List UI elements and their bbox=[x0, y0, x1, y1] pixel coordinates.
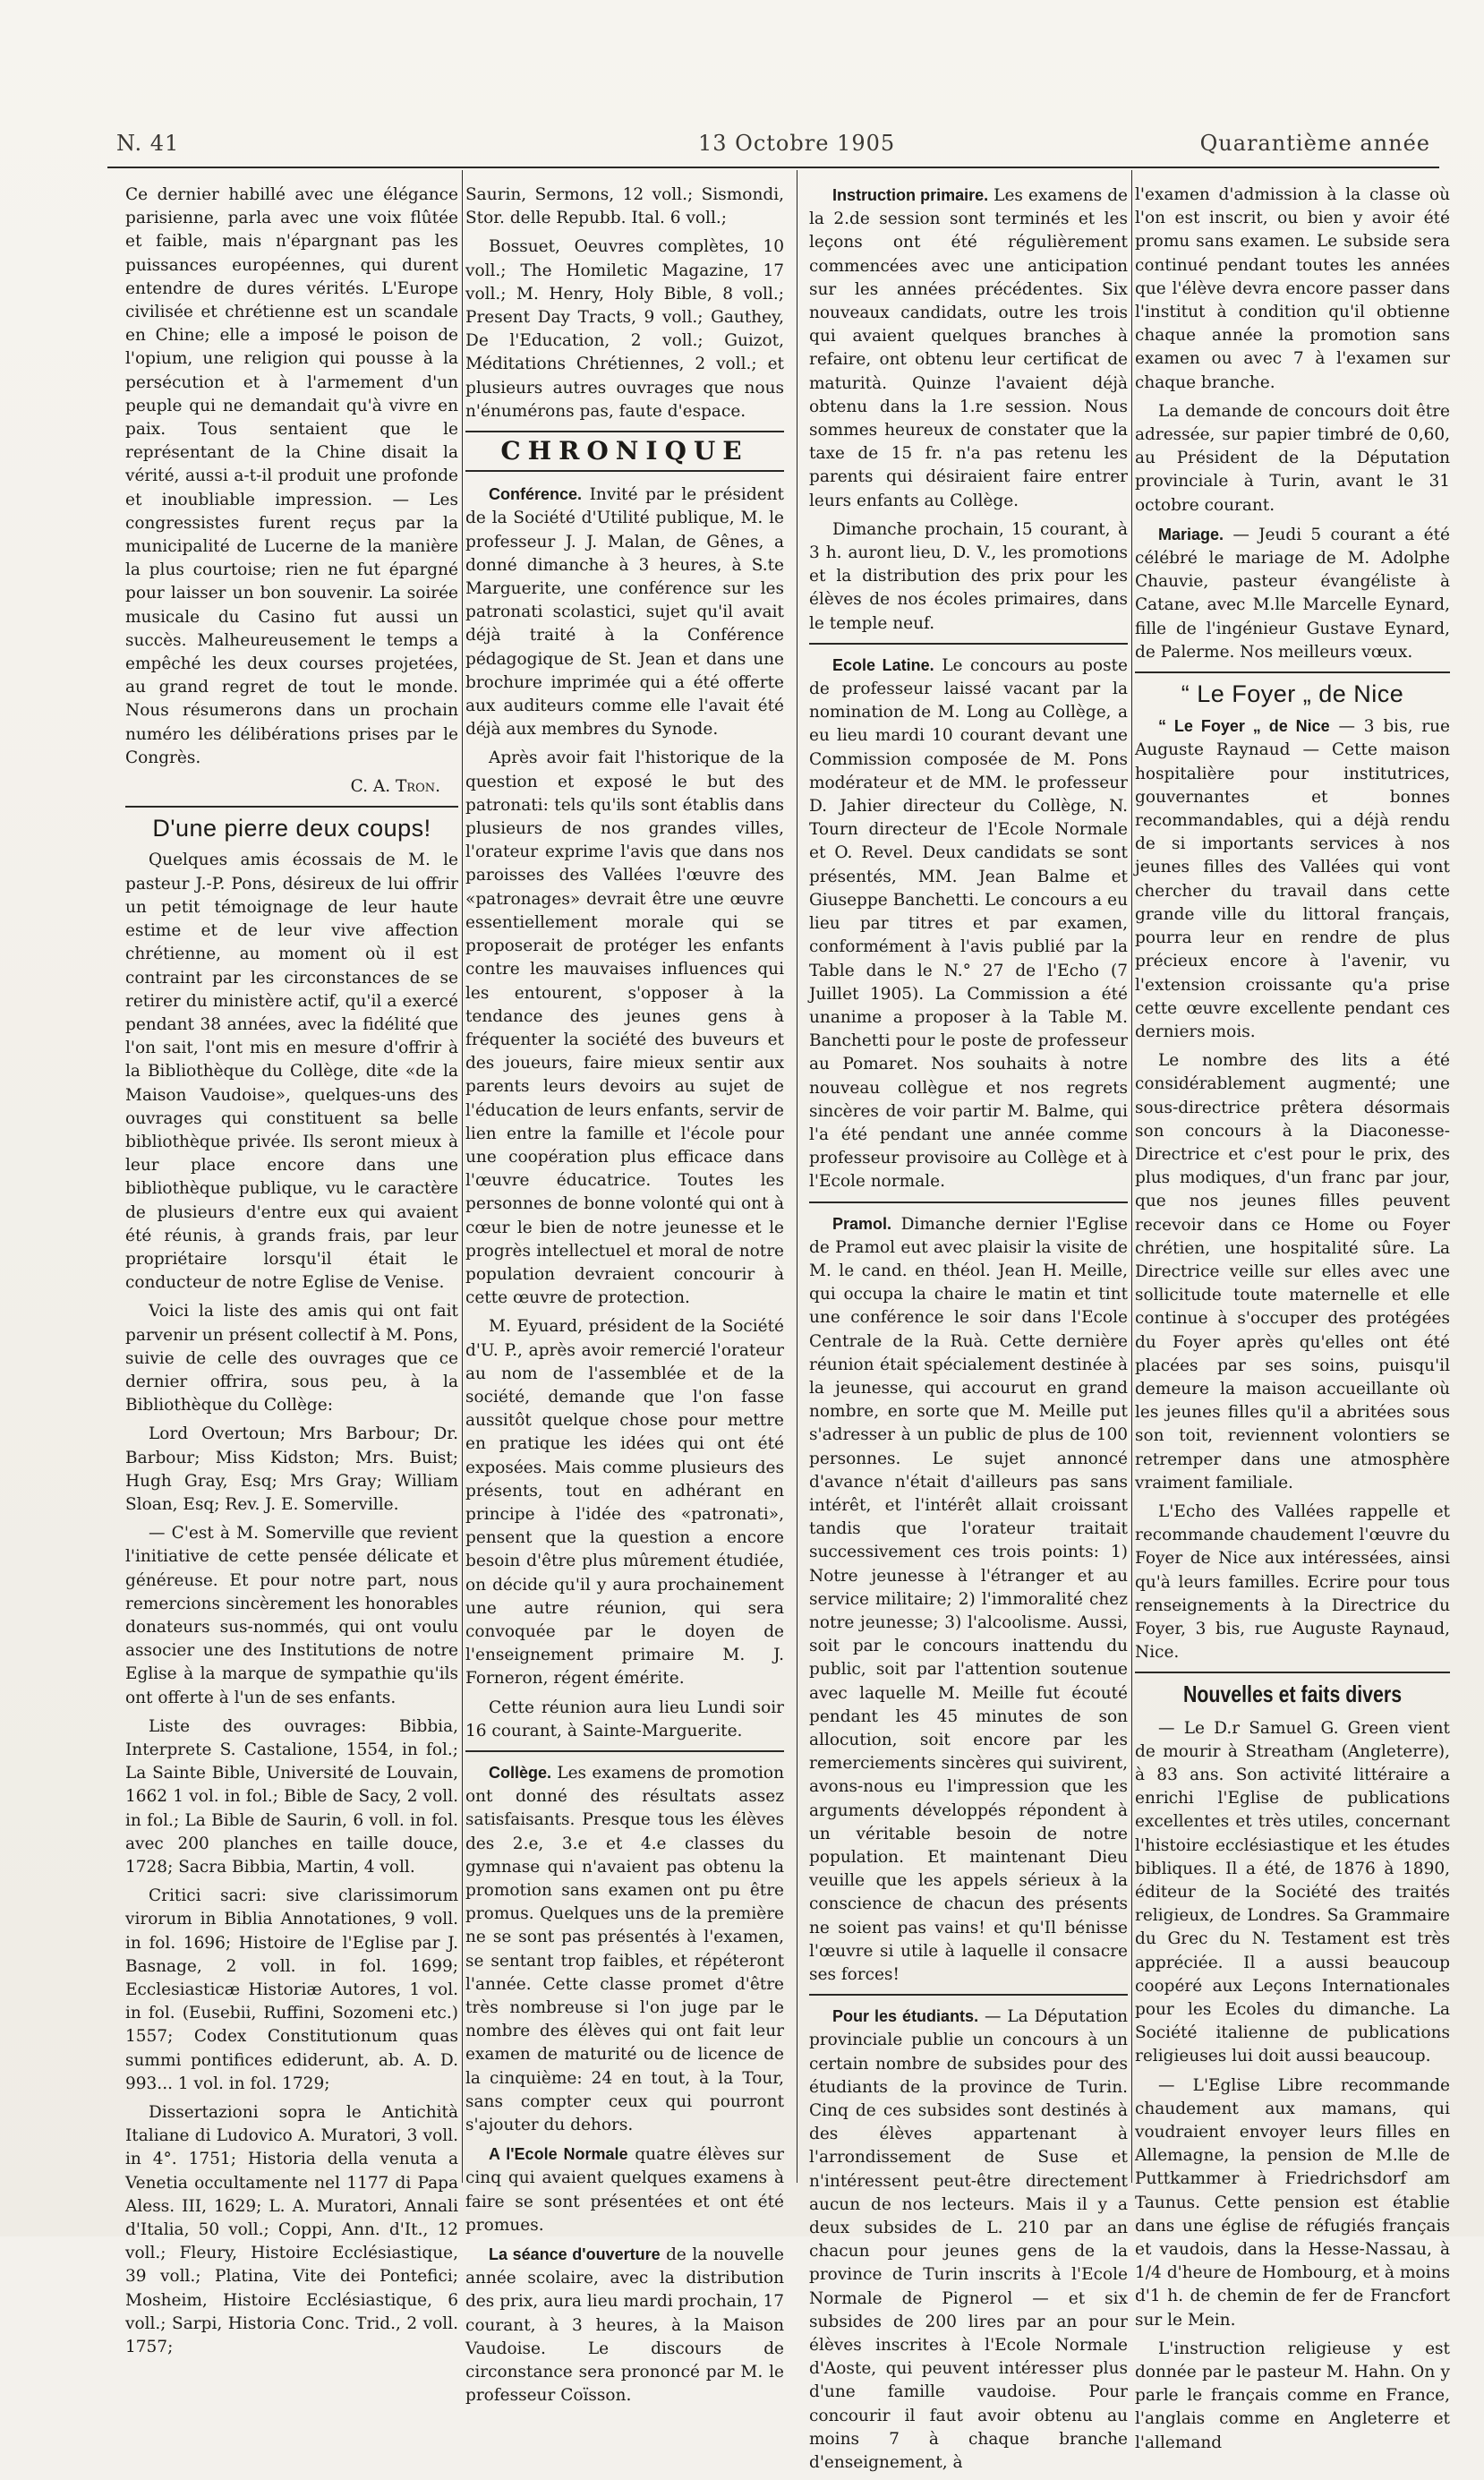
separator bbox=[125, 806, 458, 808]
paragraph: Les examens de promotion ont donné des résultats assez satisfaisants. Presque tous les élèves des 2.e, 3.e et 4.e classes du gymnase qui n'avaient pas obtenu la promotion sans examen ont pu être promus. Quelques uns de la première ne se sont pas présentés à l'examen, se sentant trop faibles, et répéteront l'année. Cette classe promet d'être très nombreuse si l'on juge par le nombre des élèves qui ont fait leur examen de maturité ou de licence de la cinquième: 24 en tout, à la Tour, sans compter ceux qui pourront s'ajouter du dehors. bbox=[465, 1764, 784, 2135]
paragraph: Invité par le président de la Société d'Utilité publique, M. le professeur J. J. Malan, de Gênes, a donné dimanche à 3 heures, à S.te Marguerite, une conférence sur les patronati scolastici, sujet qu'il avait déjà traité à la Conférence pédagogique de St. Jean et dans une brochure imprimée qui a été offerte aux auditeurs comme elle l'avait été déjà aux membres du Synode. bbox=[465, 485, 784, 740]
page-header bbox=[107, 125, 1430, 161]
item-heading: Instruction primaire. bbox=[832, 186, 989, 204]
paragraph: Le concours au poste de professeur laissé vacant par la nomination de M. Long au Collège, a eu lieu mardi 10 courant devant une Commission composée de M. Pons modérateur et de MM. le professeur D. Jahier directeur du Collège, N. Tourn directeur de l'Ecole Normale et O. Revel. Deux candidats se sont présentés, MM. Jean Balme et Giuseppe Banchetti. Le concours a eu lieu par titres et par examen, conformément à l'avis publié par la Table dans le N.° 27 de l'Echo (7 Juillet 1905). La Commission a été unanime a proposer à la Table M. Banchetti pour le poste de professeur au Pomaret. Nos souhaits à notre nouveau collègue et nos regrets sincères de voir partir M. Balme, qui l'a été pendant une année comme professeur provisoire au Collège et à l'Ecole normale. bbox=[809, 655, 1128, 1192]
paragraph: L'instruction religieuse y est donnée par le pasteur M. Hahn. On y parle le français comme en France, l'anglais comme en Angleterre et l'allemand bbox=[1135, 2339, 1450, 2452]
paragraph: — 3 bis, rue Auguste Raynaud — Cette maison hospitalière pour institutrices, gouvernantes et bonnes recommandables, qui a déjà rendu de si importants services à nos jeunes filles des Vallées qui vont chercher du travail dans cette grande ville du littoral français, pourra leur en rendre de plus précieux encore à l'avenir, vu l'extension croissante qu'a prise cette œuvre excellente pendant ces derniers mois. bbox=[1135, 717, 1450, 1041]
item-heading: Collège. bbox=[489, 1764, 552, 1782]
signature: C. A. Tron. bbox=[350, 777, 440, 797]
column-1 bbox=[125, 184, 458, 2365]
article-title: D'une pierre deux coups! bbox=[152, 815, 431, 842]
issue-date: 13 Octobre 1905 bbox=[698, 131, 896, 156]
section-title-nouvelles: Nouvelles et faits divers bbox=[1182, 1680, 1403, 1708]
item-heading: Pour les étudiants. bbox=[832, 2007, 979, 2026]
separator bbox=[809, 1202, 1128, 1203]
article-title: “ Le Foyer „ de Nice bbox=[1181, 680, 1404, 708]
paragraph: Dissertazioni sopra le Antichità Italiane di Ludovico A. Muratori, 3 voll. in 4°. 1751; Historia della venuta a Venetia occultamente nel 1177 di Papa Aless. III, 1629; L. A. Muratori, Annali d'Italia, 50 voll.; Coppi, Ann. d'It., 12 voll.; Fleury, Histoire Ecclésiastique, 39 voll.; Platina, Vite dei Pontefici; Mosheim, Histoire Ecclésiastique, 6 voll.; Sarpi, Historia Conc. Trid., 2 voll. 1757; bbox=[125, 2103, 458, 2357]
separator bbox=[465, 1750, 784, 1752]
paragraph: Quelques amis écossais de M. le pasteur J.-P. Pons, désireux de lui offrir un petit témoignage de leur haute estime et de leur vive affection chrétienne, au moment où il est contraint par les circonstances de se retirer du ministère actif, qu'il a exercé pendant 38 années, avec la fidélité que l'on sait, l'ont mis en mesure d'offrir à la Bibliothèque du Collège, dite «de la Maison Vaudoise», quelques-uns des ouvrages qui constituent sa belle bibliothèque privée. Ils seront mieux à leur place encore dans une bibliothèque publique, vu le caractère de plusieurs d'entre eux qui avaient été réunis, à grands frais, par leur propriétaire lorsqu'il était le conducteur de notre Eglise de Venise. bbox=[125, 851, 458, 1293]
item-heading: Mariage. bbox=[1158, 525, 1224, 543]
paragraph: — Jeudi 5 courant a été célébré le mariage de M. Adolphe Chauvie, pasteur évangéliste à Catane, avec M.lle Marcelle Eynard, fille de l'ingénieur Gustave Eynard, de Palerme. Nos meilleurs vœux. bbox=[1135, 525, 1450, 662]
paragraph: quatre élèves sur cinq qui avaient quelques examens à faire se sont présentées et ont été promues. bbox=[465, 2145, 784, 2235]
column-3 bbox=[809, 184, 1128, 2480]
column-2 bbox=[465, 184, 784, 2413]
separator bbox=[809, 1994, 1128, 1996]
paragraph: — L'Eglise Libre recommande chaudement aux mamans, qui voudraient envoyer leurs filles en Allemagne, la pension de M.lle de Puttkammer à Friedrichsdorf am Taunus. Cette pension est établie dans une église de réfugiés français et vaudois, dans la Hesse-Nassau, à 1/4 d'heure de Hombourg, et à moins d'1 h. de chemin de fer de Francfort sur le Mein. bbox=[1135, 2075, 1450, 2330]
paragraph: Après avoir fait l'historique de la question et exposé le but des patronati: tels qu'ils sont établis dans plusieurs de nos grandes villes, l'orateur exprime l'avis que dans nos paroisses des Vallées l'œuvre des «patronages» devrait être une œuvre essentiellement morale qui se proposerait de protéger les enfants contre les mauvaises influences qui les entourent, s'opposer à la tendance des jeunes gens à fréquenter la société des buveurs et des joueurs, faire mieux sentir aux parents leurs devoirs au sujet de l'éducation de leurs enfants, servir de lien entre la famille et l'école pour une coopération plus efficace dans l'œuvre éducatrice. Toutes les personnes de bonne volonté qui ont à cœur le bien de notre jeunesse et le progrès intellectuel et moral de notre population devraient concourir à cette œuvre de protection. bbox=[465, 748, 784, 1308]
item-heading: Ecole Latine. bbox=[832, 655, 934, 674]
paragraph: Les examens de la 2.de session sont terminés et les leçons ont été régulièrement commencées avec une anticipation sur les années précédentes. Six nouveaux candidats, outre les trois qui avaient quelques branches à refaire, ont obtenu leur certificat de maturità. Quinze l'avaient déjà obtenu dans la 1.re session. Nous sommes heureux de constater que la taxe de 15 fr. n'a pas retenu les parents qui désiraient faire entrer leurs enfants au Collège. bbox=[809, 186, 1128, 510]
volume-note: Quarantième année bbox=[1199, 131, 1430, 156]
paragraph: La demande de concours doit être adressée, sur papier timbré de 0,60, au Président de la Députation provinciale à Turin, avant le 31 octobre courant. bbox=[1135, 401, 1450, 515]
paragraph: — La Députation provinciale publie un concours à un certain nombre de subsides pour des étudiants de la province de Turin. Cinq de ces subsides sont destinés à des élèves appartenant à l'arrondissement de Suse et n'intéressent peut-être directement aucun de nos lecteurs. Mais il y a deux subsides de L. 210 par an chacun pour jeunes gens de la province de Turin inscrits à l'Ecole Normale de Pignerol — et six subsides de 200 lires par an pour élèves inscrites à l'Ecole Normale d'Aoste, qui peuvent intéresser plus d'une famille vaudoise. Pour concourir il faut avoir obtenu au moins 7 à chaque branche d'enseignement, à bbox=[809, 2007, 1128, 2473]
paragraph: Saurin, Sermons, 12 voll.; Sismondi, Stor. delle Repubb. Ital. 6 voll.; bbox=[465, 185, 784, 228]
item-heading: A l'Ecole Normale bbox=[489, 2145, 628, 2164]
paragraph: M. Eyuard, président de la Société d'U. P., après avoir remercié l'orateur au nom de l'assemblée et de la société, demande que l'on fasse aussitôt quelque chose pour mettre en pratique les idées qui ont été exposées. Mais comme plusieurs des présents, tout en adhérant en principe à l'idée des «patronati», pensent que la question a encore besoin d'être plus mûrement étudiée, on décide qu'il y aura prochainement une autre réunion, qui sera convoquée par le doyen de l'enseignement primaire M. J. Forneron, régent émérite. bbox=[465, 1317, 784, 1689]
paragraph: Dimanche prochain, 15 courant, à 3 h. auront lieu, D. V., les promotions et la distribution des prix pour les élèves de nos écoles primaires, dans le temple neuf. bbox=[809, 519, 1128, 633]
paragraph: de la nouvelle année scolaire, avec la distribution des prix, aura lieu mardi prochain, 17 courant, à 3 heures, à la Maison Vaudoise. Le discours de circonstance sera prononcé par M. le professeur Coïsson. bbox=[465, 2245, 784, 2406]
section-title-chronique: CHRONIQUE bbox=[465, 431, 784, 472]
item-heading: La séance d'ouverture bbox=[489, 2245, 661, 2264]
paragraph: Voici la liste des amis qui ont fait parvenir un présent collectif à M. Pons, suivie de celle des ouvrages que ce dernier offrira, sous peu, à la Bibliothèque du Collège: bbox=[125, 1302, 458, 1415]
paragraph: Ce dernier habillé avec une élégance parisienne, parla avec une voix flûtée et faible, mais n'épargnant pas les puissances européennes, qui durent entendre de dures vérités. L'Europe civilisée et chrétienne est un scandale en Chine; elle a imposé le poison de l'opium, une religion qui pousse à la persécution et à l'armement d'un peuple qui ne demandait qu'à vivre en paix. Tous sentaient que le représentant de la Chine disait la vérité, aussi a-t-il produit une profonde et inoubliable impression. — Les congressistes furent reçus par la municipalité de Lucerne de la manière la plus courtoise; rien ne fut épargné pour laisser un bon souvenir. La soirée musicale du Casino fut aussi un succès. Malheureusement le temps a empêché les deux courses projetées, au grand regret de tout le monde. Nous résumerons dans un prochain numéro les délibérations prises par le Congrès. bbox=[125, 185, 458, 767]
paragraph: Cette réunion aura lieu Lundi soir 16 courant, à Sainte-Marguerite. bbox=[465, 1698, 784, 1740]
paragraph: l'examen d'admission à la classe où l'on est inscrit, ou bien y avoir été promu sans examen. Le subside sera continué pendant toutes les années que l'élève devra encore passer dans l'institut à condition qu'il obtienne chaque année la promotion sans examen ou avec 7 à l'examen sur chaque branche. bbox=[1135, 185, 1450, 392]
paragraph: — C'est à M. Somerville que revient l'initiative de cette pensée délicate et généreuse. Et pour notre part, nous remercions sincèrement les honorables donateurs sus-nommés, qui ont voulu associer une des Institutions de notre Eglise à la marque de sympathie qu'ils ont offerte à l'un de ses enfants. bbox=[125, 1524, 458, 1707]
item-heading: Pramol. bbox=[832, 1214, 892, 1233]
separator bbox=[1135, 1672, 1450, 1673]
column-4 bbox=[1135, 184, 1450, 2460]
paragraph: Bossuet, Oeuvres complètes, 10 voll.; The Homiletic Magazine, 17 voll.; M. Henry, Holy Bible, 8 voll.; Present Day Tracts, 9 voll.; Gauthey, De l'Education, 2 voll.; Guizot, Méditations Chrétiennes, 2 voll.; et plusieurs autres ouvrages que nous n'énumérons pas, faute d'espace. bbox=[465, 237, 784, 421]
paragraph: Liste des ouvrages: Bibbia, Interprete S. Castalione, 1554, in fol.; La Sainte Bible, Université de Louvain, 1662 1 vol. in fol.; Bible de Sacy, 2 voll. in fol.; La Bible de Saurin, 6 voll. in fol. avec 200 planches en taille douce, 1728; Sacra Bibbia, Martin, 4 voll. bbox=[125, 1716, 458, 1877]
separator bbox=[1135, 671, 1450, 673]
paragraph: Dimanche dernier l'Eglise de Pramol eut avec plaisir la visite de M. le cand. en théol. Jean H. Meille, qui occupa la chaire le matin et tint une conférence le soir dans l'Ecole Centrale de la Ruà. Cette dernière réunion était spécialement destinée à la jeunesse, qui accourut en grand nombre, en sorte que M. Meille put s'adresser à un public de plus de 100 personnes. Le sujet annoncé d'avance n'était d'ailleurs pas sans intérêt, et l'intérêt allait croissant tandis que l'orateur traitait successivement ces trois points: 1) Notre jeunesse à l'étranger et au service militaire; 2) l'immoralité chez notre jeunesse; 3) l'alcoolisme. Aussi, soit par le concours inattendu du public, soit par l'attention soutenue avec laquelle M. Meille fut écouté pendant les 45 minutes de son allocution, soit encore par les remerciements sincères qui suivirent, avons-nous eu l'impression que les arguments développés répondent à un véritable besoin de notre population. Et maintenant Dieu veuille que les appels sérieux à la conscience de chacun des présents ne soient pas vains! et qu'Il bénisse l'œuvre si utile à laquelle il consacre ses forces! bbox=[809, 1214, 1128, 1985]
paragraph: Critici sacri: sive clarissimorum virorum in Biblia Annotationes, 9 voll. in fol. 1696; Histoire de l'Eglise par J. Basnage, 2 voll. in fol. 1699; Ecclesiasticæ Historiæ Autores, 1 vol. in fol. (Eusebii, Ruffini, Sozomeni etc.) 1557; Codex Constitutionum quas summi pontifices ediderunt, ab. A. D. 993... 1 vol. in fol. 1729; bbox=[125, 1886, 458, 2093]
paragraph: Lord Overtoun; Mrs Barbour; Dr. Barbour; Miss Kidston; Mrs. Buist; Hugh Gray, Esq; Mrs Gray; William Sloan, Esq; Rev. J. E. Somerville. bbox=[125, 1424, 458, 1514]
paragraph: — Le D.r Samuel G. Green vient de mourir à Streatham (Angleterre), à 83 ans. Son activité littéraire a enrichi l'Eglise de publications excellentes et très utiles, concernant l'histoire ecclésiastique et les études bibliques. Il a été, de 1876 à 1890, éditeur de la Société des traités religieux, de Londres. Sa Grammaire du Grec du N. Testament est très appréciée. Il a aussi beaucoup coopéré aux Leçons Internationales pour les Ecoles du dimanche. La Société italienne de publications religieuses lui doit aussi beaucoup. bbox=[1135, 1718, 1450, 2066]
paragraph: Le nombre des lits a été considérablement augmenté; une sous-directrice prêtera désormais son concours à la Diaconesse-Directrice et c'est pour le prix, des plus modiques, d'un franc par jour, que nos jeunes filles peuvent recevoir dans ce Home ou Foyer chrétien, une hospitalité sûre. La Directrice veille sur elles avec une sollicitude toute maternelle et elle continue à s'occuper des protégées du Foyer après qu'elles ont été placées par ses soins, puisqu'il demeure la maison accueillante où les jeunes filles qu'il a abritées sous son toit, reviennent volontiers se retremper dans une atmosphère vraiment familiale. bbox=[1135, 1051, 1450, 1492]
column-divider bbox=[462, 170, 463, 2183]
paragraph: L'Echo des Vallées rappelle et recommande chaudement l'œuvre du Foyer de Nice aux intéressées, ainsi qu'à leurs familles. Ecrire pour tous renseignements à la Directrice du Foyer, 3 bis, rue Auguste Raynaud, Nice. bbox=[1135, 1501, 1450, 1663]
column-divider bbox=[1131, 170, 1132, 2183]
separator bbox=[809, 643, 1128, 645]
item-heading: Conférence. bbox=[489, 485, 583, 504]
header-rule bbox=[107, 167, 1439, 168]
item-heading: “ Le Foyer „ de Nice bbox=[1158, 717, 1330, 736]
page-number: N. 41 bbox=[116, 131, 180, 156]
